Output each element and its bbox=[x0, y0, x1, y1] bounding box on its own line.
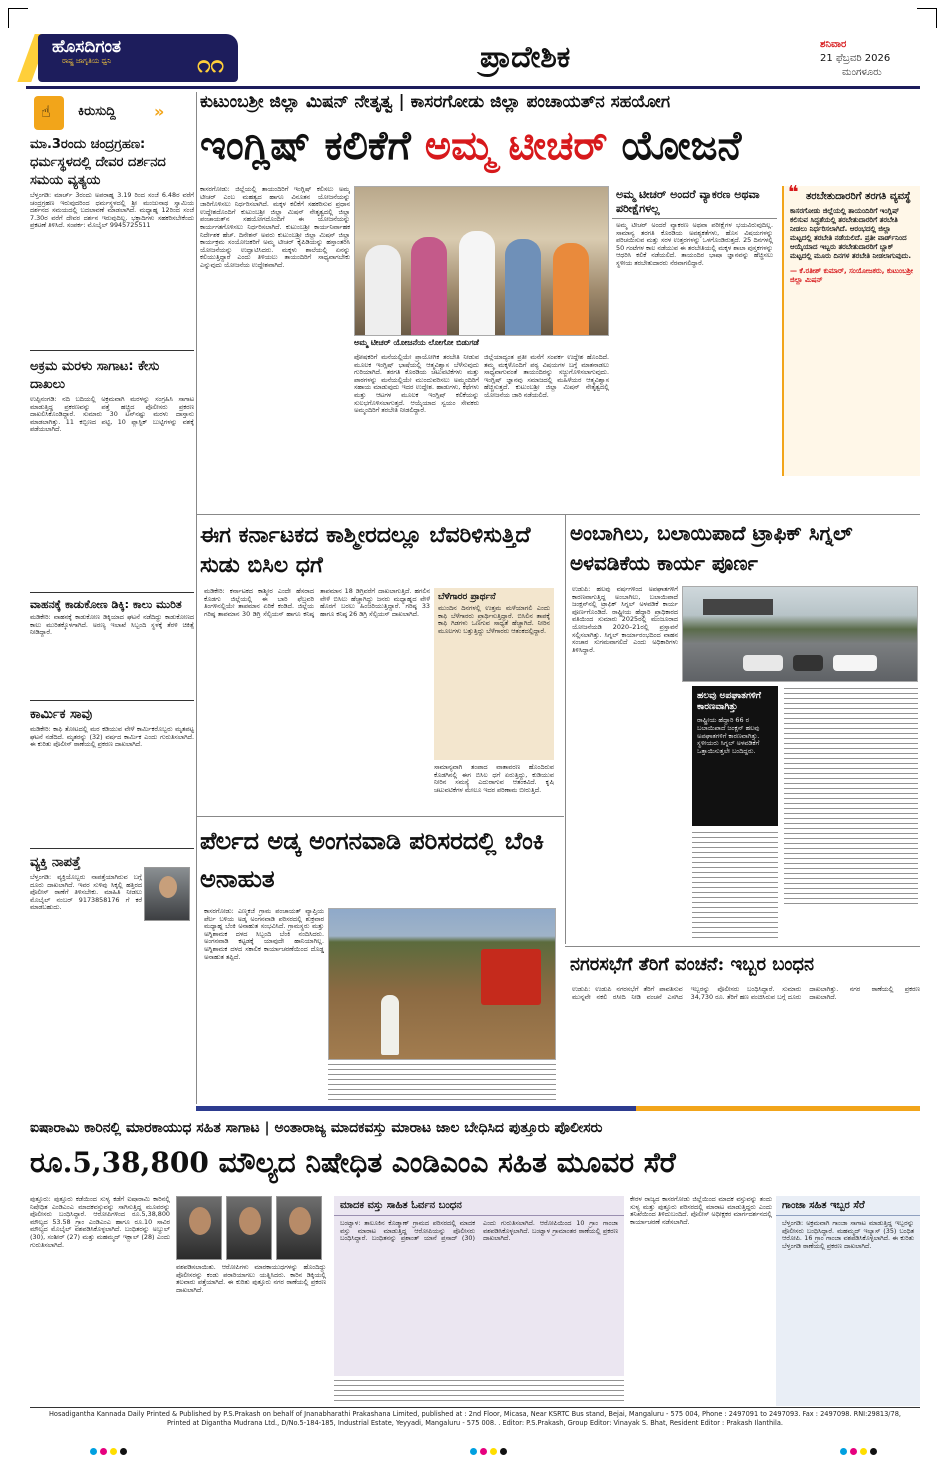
photo-figure bbox=[459, 231, 495, 335]
headline-highlight: ಅಮ್ಮ ಟೀಚರ್ bbox=[424, 122, 608, 169]
headline-part: ಇಂಗ್ಲಿಷ್ ಕಲಿಕೆಗೆ bbox=[200, 122, 411, 169]
brief-divider bbox=[30, 592, 194, 593]
accident-note-body: ರಾಷ್ಟ್ರೀಯ ಹೆದ್ದಾರಿ 66 ರ ಬಲಾಯಿಪಾದೆ ಜಂಕ್ಷನ್ ಹಲವು ಅಪಘಾತಗಳಿಗೆ ಕಾರಣವಾಗಿತ್ತು. ಸ್ಥಳೀಯರು ಸಿಗ್ನಲ್ ಅಳವಡಿಕೆಗೆ ಒತ್ತಾಯಿಸುತ್ತಲೇ ಬಂದಿದ್ದರು. bbox=[697, 716, 760, 756]
amma-teacher-sidebox bbox=[612, 186, 777, 476]
belegara-headline: ಬೆಳೆಗಾರರ ಪ್ರಾರ್ಥನೆ bbox=[438, 592, 496, 602]
quote-headline: ❝ ತರಬೇತುದಾರರಿಗೆ ತರಗತಿ ವ್ಯವಸ್ಥೆ bbox=[784, 186, 920, 207]
top-story-col-1: ಕಾಸರಗೋಡು: ಜಿಲ್ಲೆಯಲ್ಲಿ ತಾಯಂದಿರಿಗೆ ಇಂಗ್ಲಿಷ್ ಕಲಿಸಲು ಅಮ್ಮ ಟೀಚರ್ ಎಂಬ ಮಹತ್ವದ ಹಾಗೂ ವಿನೂತನ ಯೋಜನೆಯನ್ನು ಜಾರಿಗೊಳಿಸಲು ನಿರ್ಧರಿಸಲಾಗಿದೆ. ಮಕ್ಕಳ ಕಲಿಕೆಗೆ ಸಹಕರಿಸುವ ಪ್ರಧಾನ ಉದ್ದೇಶದೊಂದಿಗೆ ಕುಟುಂಬಶ್ರೀ ಜಿಲ್ಲಾ ಮಿಷನ್ ನೇತೃತ್ವದಲ್ಲಿ ಜಿಲ್ಲಾ ಪಂಚಾಯತ್‌ನ ಸಹಯೋಗದೊಂದಿಗೆ ಈ ಯೋಜನೆಯನ್ನು ಕಾರ್ಯಗತಗೊಳಿಸಲು ನಿರ್ಧರಿಸಲಾಗಿದೆ. ಕುಟುಂಬಶ್ರೀ ಕಾರ್ಯನಿರ್ವಾಹಕ ನಿರ್ದೇಶಕ ಹೆಚ್. ದಿನೇಶನ್ ಅವರು ಕುಟುಂಬಶ್ರೀ ಜಿಲ್ಲಾ ಮಿಷನ್ ಜಿಲ್ಲಾ ಕಾರ್ಯಕ್ರಮ ಸಂಯೋಜಕರಿಗೆ ಅಮ್ಮ ಟೀಚರ್ ಕೈಪಿಡಿಯನ್ನು ಹಸ್ತಾಂತರಿಸಿ ಯೋಜನೆಯನ್ನು ಉದ್ಘಾಟಿಸಿದರು. ಮಕ್ಕಳು ಶಾಲೆಯಲ್ಲಿ ಏನನ್ನು ಕಲಿಯುತ್ತಿದ್ದಾರೆ ಎಂದು ತಿಳಿಯಲು ತಾಯಂದಿರಿಗೆ ಸಾಧ್ಯವಾಗಬೇಕು ಎನ್ನುವುದು ಯೋಜನೆಯ ಉದ್ದೇಶವಾಗಿದೆ. bbox=[200, 186, 350, 269]
brief-headline: ಅಕ್ರಮ ಮರಳು ಸಾಗಾಟ: ಕೇಸು ದಾಖಲು bbox=[30, 359, 160, 392]
ganja-box-headline: ಗಾಂಜಾ ಸಹಿತ ಇಬ್ಬರ ಸೆರೆ bbox=[776, 1196, 920, 1216]
photo-car bbox=[833, 655, 877, 671]
nagarasabhe-story-headline[interactable]: ನಗರಸಭೆಗೆ ತೆರಿಗೆ ವಂಚನೆ: ಇಬ್ಬರ ಬಂಧನ bbox=[570, 954, 815, 975]
brief-item[interactable] bbox=[30, 854, 142, 912]
signal-story-text-block bbox=[692, 832, 778, 942]
kashmir-bottom-rule bbox=[196, 816, 564, 817]
top-story-photo[interactable] bbox=[354, 186, 609, 336]
belegara-box bbox=[434, 588, 554, 760]
accident-note-box bbox=[692, 686, 778, 826]
registration-dots-center bbox=[470, 1440, 530, 1450]
page-number: ೧೧ bbox=[197, 49, 224, 78]
signal-gantry bbox=[703, 599, 773, 615]
chevron-right-icon: » bbox=[154, 102, 165, 121]
quote-box bbox=[782, 186, 920, 476]
signal-story-headline[interactable]: ಅಂಬಾಗಿಲು, ಬಲಾಯಿಪಾದೆ ಟ್ರಾಫಿಕ್ ಸಿಗ್ನಲ್ ಅಳವಡಿಕೆಯ ಕಾರ್ಯ ಪೂರ್ಣ bbox=[570, 521, 853, 575]
photo-figure bbox=[411, 237, 447, 335]
brief-item[interactable] bbox=[30, 706, 194, 749]
paper-name: ಹೊಸದಿಗಂತ bbox=[52, 37, 122, 57]
issue-day: ಶನಿವಾರ bbox=[820, 39, 847, 50]
registration-dots-right bbox=[840, 1440, 900, 1450]
kirusuddi-header bbox=[34, 96, 184, 130]
brief-item[interactable] bbox=[30, 358, 194, 434]
registration-dots-left bbox=[90, 1440, 150, 1450]
photo-person bbox=[381, 995, 399, 1055]
photo-figure bbox=[553, 243, 589, 335]
photo-car bbox=[743, 655, 783, 671]
footer-rule bbox=[30, 1407, 920, 1408]
photo-figure bbox=[505, 239, 541, 335]
imprint-line-2: Printed at Digantha Mudrana Ltd., D/No.5-184-185, Industrial Estate, Yeyyadi, Mangaluru - 575 008. . Editor: P.S.Prakash, Group Editor: Vinayak S. Bhat, Resident Editor : Prakash Ilanthila. bbox=[167, 1419, 783, 1427]
top-story-headline[interactable] bbox=[200, 122, 920, 180]
fire-truck bbox=[481, 949, 541, 1005]
brief-body: ಬೆಳ್ತಂಗಡಿ: ವ್ಯಕ್ತಿಯೊಬ್ಬರು ನಾಪತ್ತೆಯಾಗಿರುವ ಬಗ್ಗೆ ದೂರು ದಾಖಲಾಗಿದೆ. ಇವರ ಸುಳಿವು ಸಿಕ್ಕಲ್ಲಿ ಹತ್ತಿರದ ಪೊಲೀಸ್ ಠಾಣೆಗೆ ತಿಳಿಸಬೇಕು. ಮಾಹಿತಿ ನೀಡಲು ಮೊಬೈಲ್ ನಂಬರ್ 9173858176 ಗೆ ಕರೆ ಮಾಡಬಹುದು. bbox=[30, 873, 142, 912]
bottom-story-text-block bbox=[334, 1380, 624, 1404]
anganwadi-story-headline[interactable]: ಪೆರ್ಲದ ಅಡ್ಕ ಅಂಗನವಾಡಿ ಪರಿಸರದಲ್ಲಿ ಬೆಂಕಿ ಅನಾಹುತ bbox=[200, 826, 545, 893]
signal-story-text-block bbox=[784, 688, 918, 908]
sidebox-body: ಅಮ್ಮ ಟೀಚರ್ ಅಂದರೆ ವ್ಯಾಕರಣ ಅಥವಾ ಪರೀಕ್ಷೆಗಳ ಭಯವಿರುವುದಿಲ್ಲ. ಸಾಮಾನ್ಯ ತರಗತಿ ಕೊಠಡಿಯ ಅವಶ್ಯಕತೆಗಳು, ಹೊಸ ವಿಷಯಗಳನ್ನು ಪರಿಚಯಿಸುವ ಮತ್ತು ಸರಳ ಉತ್ತರಗಳನ್ನು ಒಳಗೊಂಡಿರುತ್ತದೆ. 25 ದಿನಗಳಲ್ಲಿ 50 ಗಂಟೆಗಳ ಕಾಲ ನಡೆಯುವ ಈ ತರಬೇತಿಯಲ್ಲಿ ಮಕ್ಕಳ ಶಾಲಾ ಪುಸ್ತಕಗಳನ್ನು ಆಧರಿಸಿ ಕಲಿಕೆ ನಡೆಯಲಿದೆ. ತಾಯಂದಿರ ಭಾಷಾ ಜ್ಞಾನವನ್ನು ಹೆಚ್ಚಿಸಲು ಸ್ಥಳೀಯ ತರಬೇತುದಾರರು ನೆರವಾಗಲಿದ್ದಾರೆ. bbox=[616, 221, 773, 267]
accused-photo bbox=[226, 1196, 272, 1260]
madaka-arrest-box bbox=[334, 1196, 624, 1376]
brief-divider bbox=[30, 848, 194, 849]
pointing-hand-icon bbox=[34, 96, 64, 130]
paper-logo[interactable] bbox=[38, 34, 238, 82]
accused-photo bbox=[176, 1196, 222, 1260]
brief-headline: ಮಾ.3ರಂದು ಚಂದ್ರಗ್ರಹಣ: ಧರ್ಮಸ್ಥಳದಲ್ಲಿ ದೇವರ ದರ್ಶನದ ಸಮಯ ವ್ಯತ್ಯಯ bbox=[30, 137, 166, 188]
brief-headline: ವ್ಯಕ್ತಿ ನಾಪತ್ತೆ bbox=[30, 855, 81, 870]
road-junction-photo[interactable] bbox=[682, 586, 918, 682]
imprint-footer bbox=[30, 1410, 920, 1428]
headline-part: ಯೋಜನೆ bbox=[621, 122, 742, 169]
signal-bottom-rule bbox=[565, 946, 920, 947]
brief-headline: ಕಾರ್ಮಿಕ ಸಾವು bbox=[30, 707, 93, 722]
section-divider-bar bbox=[196, 1106, 920, 1111]
madaka-box-headline: ಮಾದಕ ವಸ್ತು ಸಾಹಿತ ಓರ್ವನ ಬಂಧನ bbox=[334, 1196, 624, 1216]
date-block bbox=[820, 38, 920, 80]
issue-city: ಮಂಗಳೂರು bbox=[842, 67, 882, 78]
nagarasabhe-story-body: ಉಡುಪಿ: ಉಡುಪಿ ನಗರಸಭೆಗೆ ತೆರಿಗೆ ಪಾವತಿಸುವ ಮುನ್ನವೇ ನಕಲಿ ರಸೀದಿ ನೀಡಿ ವಂಚನೆ ಎಸಗಿದ ಇಬ್ಬರನ್ನು ಪೊಲೀಸರು ಬಂಧಿಸಿದ್ದಾರೆ. ಸುಮಾರು 34,730 ರೂ. ತೆರಿಗೆ ಹಣ ವಂಚಿಸಿರುವ ಬಗ್ಗೆ ದೂರು ದಾಖಲಾಗಿತ್ತು. ನಗರ ಠಾಣೆಯಲ್ಲಿ ಪ್ರಕರಣ ದಾಖಲಾಗಿದೆ. bbox=[572, 986, 920, 1001]
divider-orange bbox=[636, 1106, 920, 1111]
masthead-rule bbox=[26, 86, 920, 89]
brief-body: ಮಡಿಕೇರಿ: ಕಾಫಿ ತೋಟದಲ್ಲಿ ಮರ ಕಡಿಯುವ ವೇಳೆ ಕಾರ್ಮಿಕರೊಬ್ಬರು ಮೃತಪಟ್ಟ ಘಟನೆ ನಡೆದಿದೆ. ಮೃತರನ್ನು (32) ವರ್ಷದ ಕಾರ್ಮಿಕ ಎಂದು ಗುರುತಿಸಲಾಗಿದೆ. ಈ ಕುರಿತು ಪೊಲೀಸ್ ಠಾಣೆಯಲ್ಲಿ ಪ್ರಕರಣ ದಾಖಲಾಗಿದೆ. bbox=[30, 725, 194, 749]
bottom-story-col-2: ವಶಪಡಿಸಲಾಯಿತು. ಆರೋಪಿಗಳು ಮಾರಕಾಯುಧಗಳನ್ನು ಹೊಂದಿದ್ದು ಪೊಲೀಸರನ್ನು ಕಂಡು ಪರಾರಿಯಾಗಲು ಯತ್ನಿಸಿದರು. ಕಾರಿನ ಡಿಕ್ಕಿಯಲ್ಲಿ ತಲವಾರು ಪತ್ತೆಯಾಗಿದೆ. ಈ ಕುರಿತು ಪುತ್ತೂರು ನಗರ ಠಾಣೆಯಲ್ಲಿ ಪ್ರಕರಣ ದಾಖಲಾಗಿದೆ. bbox=[176, 1264, 326, 1294]
kashmir-story-headline[interactable]: ಈಗ ಕರ್ನಾಟಕದ ಕಾಶ್ಮೀರದಲ್ಲೂ ಬೆವರಿಳಿಸುತ್ತಿದೆ ಸುಡು ಬಿಸಿಲ ಧಗೆ bbox=[200, 522, 531, 578]
accused-photo bbox=[276, 1196, 322, 1260]
section-title: ಪ್ರಾದೇಶಿಕ bbox=[480, 40, 571, 75]
photo-figure bbox=[365, 245, 401, 335]
quote-body: ಕಾಸರಗೋಡು ಜಿಲ್ಲೆಯಲ್ಲಿ ತಾಯಂದಿರಿಗೆ ಇಂಗ್ಲಿಷ್ ಕಲಿಸುವ ಸಿದ್ಧತೆಯಲ್ಲಿ ತರಬೇತುದಾರರಿಗೆ ತರಬೇತಿ ನೀಡಲು ನಿರ್ಧರಿಸಲಾಗಿದೆ. ಆರಂಭದಲ್ಲಿ ಜಿಲ್ಲಾ ಮಟ್ಟದಲ್ಲಿ ತರಬೇತಿ ನಡೆಯಲಿದೆ. ಪ್ರತೀ ವಾರ್ಡ್‌ನಿಂದ ಆಯ್ಕೆಯಾದ ಇಬ್ಬರು ತರಬೇತುದಾರರಿಗೆ ಬ್ಲಾಕ್ ಮಟ್ಟದಲ್ಲಿ ಮೂರು ದಿನಗಳ ತರಬೇತಿ ನೀಡಲಾಗುವುದು. bbox=[790, 207, 912, 260]
missing-person-photo bbox=[144, 867, 190, 921]
sidebox-headline: ಅಮ್ಮ ಟೀಚರ್ ಅಂದರೆ ವ್ಯಾಕರಣ ಅಥವಾ ಪರೀಕ್ಷೆಗಳಲ್ಲ bbox=[612, 186, 777, 219]
kirusuddi-label: ಕಿರುಸುದ್ದಿ bbox=[70, 102, 138, 124]
accident-note-headline: ಹಲವು ಅಪಘಾತಗಳಿಗೆ ಕಾರಣವಾಗಿತ್ತು bbox=[697, 691, 761, 712]
accused-photos bbox=[176, 1196, 324, 1260]
kashmir-story-body-2: ಸಾಮಾನ್ಯವಾಗಿ ತಂಪಾದ ವಾತಾವರಣ ಹೊಂದಿರುವ ಕೊಡಗಿನಲ್ಲಿ ಈಗ ಬಿಸಿಲ ಧಗೆ ಏರುತ್ತಿದ್ದು, ಕುಡಿಯುವ ನೀರಿನ ಸಮಸ್ಯೆ ಎದುರಾಗುವ ಆತಂಕವಿದೆ. ಕೃಷಿ ಚಟುವಟಿಕೆಗಳ ಮೇಲೂ ಇದರ ಪರಿಣಾಮ ಬೀರುತ್ತಿದೆ. bbox=[434, 764, 554, 794]
signal-story-body: ಉಡುಪಿ: ಹಲವು ವರ್ಷಗಳಿಂದ ಅಪಘಾತಗಳಿಗೆ ಕಾರಣವಾಗುತ್ತಿದ್ದ ಅಂಬಾಗಿಲು, ಬಲಾಯಿಪಾದೆ ಜಂಕ್ಷನ್‌ನಲ್ಲಿ ಟ್ರಾಫಿಕ್ ಸಿಗ್ನಲ್ ಅಳವಡಿಕೆ ಕಾರ್ಯ ಪೂರ್ಣಗೊಂಡಿದೆ. ರಾಷ್ಟ್ರೀಯ ಹೆದ್ದಾರಿ ಪ್ರಾಧಿಕಾರದ ವತಿಯಿಂದ ಸುಮಾರು 2025ರಲ್ಲಿ ಮಂಜೂರಾದ ಯೋಜನೆಯಡಿ 2020–21ರಲ್ಲಿ ಪ್ರಸ್ತಾವನೆ ಸಲ್ಲಿಸಲಾಗಿತ್ತು. ಸಿಗ್ನಲ್ ಕಾರ್ಯಾರಂಭದಿಂದ ವಾಹನ ಸಂಚಾರ ಸುಗಮವಾಗಲಿದೆ ಎಂದು ಅಧಿಕಾರಿಗಳು ತಿಳಿಸಿದ್ದಾರೆ. bbox=[572, 586, 678, 654]
bottom-story-kicker: ಐಷಾರಾಮಿ ಕಾರಿನಲ್ಲಿ ಮಾರಕಾಯುಧ ಸಹಿತ ಸಾಗಾಟ | ಅಂತಾರಾಜ್ಯ ಮಾದಕವಸ್ತು ಮಾರಾಟ ಜಾಲ ಬೇಧಿಸಿದ ಪುತ್ತೂರು ಪೊಲೀಸರು bbox=[30, 1120, 603, 1136]
madaka-box-body: ಬಂಟ್ವಾಳ: ತಾಲೂಕಿನ ಕೊಡ್ಮಾಣ್ ಗ್ರಾಮದ ಪರಿಸರದಲ್ಲಿ ಮಾದಕ ವಸ್ತು ಮಾರಾಟ ಮಾಡುತ್ತಿದ್ದ ಆರೋಪಿಯನ್ನು ಪೊಲೀಸರು ಬಂಧಿಸಿದ್ದಾರೆ. ಬಂಧಿತನನ್ನು ಪ್ರಶಾಂತ್ ಯಾನೆ ಪ್ರಸಾದ್ (30) ಎಂದು ಗುರುತಿಸಲಾಗಿದೆ. ಆರೋಪಿಯಿಂದ 10 ಗ್ರಾಂ ಗಾಂಜಾ ವಶಪಡಿಸಿಕೊಳ್ಳಲಾಗಿದೆ. ಬಂಟ್ವಾಳ ಗ್ರಾಮಾಂತರ ಠಾಣೆಯಲ್ಲಿ ಪ್ರಕರಣ ದಾಖಲಾಗಿದೆ. bbox=[340, 1219, 618, 1243]
brief-body: ಬೆಳ್ತಂಗಡಿ: ಮಾರ್ಚ್ 3ರಂದು ಅಪರಾಹ್ನ 3.19 ರಿಂದ ಸಂಜೆ 6.48ರ ವರೆಗೆ ಚಂದ್ರಗ್ರಹಣ ಇರುವುದರಿಂದ ಧರ್ಮಸ್ಥಳದಲ್ಲಿ ಶ್ರೀ ಮಂಜುನಾಥ ಸ್ವಾಮಿಯ ದರ್ಶನದ ಸಮಯದಲ್ಲಿ ಬದಲಾವಣೆ ಮಾಡಲಾಗಿದೆ. ಮಧ್ಯಾಹ್ನ 12ರಿಂದ ಸಂಜೆ 7.30ರ ವರೆಗೆ ದೇವರ ದರ್ಶನ ಇರುವುದಿಲ್ಲ. ಭಕ್ತಾದಿಗಳು ಸಹಕರಿಸಬೇಕೆಂದು ಪ್ರಕಟಣೆ ತಿಳಿಸಿದೆ. ಸಂಪರ್ಕ: ಮೊಬೈಲ್ 9945725511 bbox=[30, 191, 194, 230]
sidebar-divider bbox=[196, 92, 197, 1104]
top-story-col-2: ಪೋಷಕರಿಗೆ ಮನೆಯಲ್ಲಿಯೇ ಪ್ರಾಯೋಗಿಕ ತರಬೇತಿ ನೀಡುವ ಮೂಲಕ ಇಂಗ್ಲಿಷ್ ಭಾಷೆಯಲ್ಲಿ ಆತ್ಮವಿಶ್ವಾಸ ಬೆಳೆಸುವುದು ಗುರಿಯಾಗಿದೆ. ತರಗತಿ ಕೊಠಡಿಯ ಚಟುವಟಿಕೆಗಳು ಮತ್ತು ಪಾಠಗಳನ್ನು ಮನೆಯಲ್ಲಿಯೇ ಮುಂದುವರಿಸಲು ಅಮ್ಮಂದಿರಿಗೆ ಸಹಾಯ ಮಾಡುವುದು ಇದರ ಉದ್ದೇಶ. ಹಾಡುಗಳು, ಕಥೆಗಳು ಮತ್ತು ಆಟಗಳ ಮೂಲಕ ಇಂಗ್ಲಿಷ್ ಕಲಿಕೆಯನ್ನು ಸುಲಭಗೊಳಿಸಲಾಗುತ್ತದೆ. ಆಯ್ಕೆಯಾದ ಸ್ವಯಂ ಸೇವಕರು ಅಮ್ಮಂದಿರಿಗೆ ತರಬೇತಿ ನೀಡಲಿದ್ದಾರೆ. bbox=[354, 354, 479, 415]
brief-divider bbox=[30, 350, 194, 351]
photo-car bbox=[793, 655, 823, 671]
brief-item[interactable] bbox=[30, 598, 194, 637]
bottom-story-col-1: ಪುತ್ತೂರು: ಪುತ್ತೂರು ಕಡೆಯಿಂದ ಸುಳ್ಯ ಕಡೆಗೆ ಐಷಾರಾಮಿ ಕಾರಿನಲ್ಲಿ ನಿಷೇಧಿತ ಎಂಡಿಎಂಎ ಮಾದಕವಸ್ತುವನ್ನು ಸಾಗಿಸುತ್ತಿದ್ದ ಮೂವರನ್ನು ಪೊಲೀಸರು ಬಂಧಿಸಿದ್ದಾರೆ. ಆರೋಪಿಗಳಿಂದ ರೂ.5,38,800 ಮೌಲ್ಯದ 53.58 ಗ್ರಾಂ ಎಂಡಿಎಂಎ ಹಾಗೂ ರೂ.10 ಸಾವಿರ ಮೌಲ್ಯದ ಮೊಬೈಲ್ ವಶಪಡಿಸಿಕೊಳ್ಳಲಾಗಿದೆ. ಬಂಧಿತರನ್ನು ಅಬ್ದುಲ್ (30), ಸಂಶೀರ್ (27) ಮತ್ತು ಮಹಮ್ಮದ್ ಇಕ್ಬಾಲ್ (28) ಎಂದು ಗುರುತಿಸಲಾಗಿದೆ. bbox=[30, 1196, 170, 1249]
bottom-story-headline[interactable]: ರೂ.5,38,800 ಮೌಲ್ಯದ ನಿಷೇಧಿತ ಎಂಡಿಎಂಎ ಸಹಿತ ಮೂವರ ಸೆರೆ bbox=[30, 1146, 676, 1179]
ganja-box-body: ಬೆಳ್ತಂಗಡಿ: ಅಕ್ರಮವಾಗಿ ಗಾಂಜಾ ಸಾಗಾಟ ಮಾಡುತ್ತಿದ್ದ ಇಬ್ಬರನ್ನು ಪೊಲೀಸರು ಬಂಧಿಸಿದ್ದಾರೆ. ಮಹಮ್ಮದ್ ಇಲ್ಯಾಸ್ (35) ಬಂಧಿತ ಆರೋಪಿ. 16 ಗ್ರಾಂ ಗಾಂಜಾ ವಶಪಡಿಸಿಕೊಳ್ಳಲಾಗಿದೆ. ಈ ಕುರಿತು ಬೆಳ್ತಂಗಡಿ ಠಾಣೆಯಲ್ಲಿ ಪ್ರಕರಣ ದಾಖಲಾಗಿದೆ. bbox=[782, 1219, 914, 1250]
brief-body: ಮಡಿಕೇರಿ: ವಾಹನಕ್ಕೆ ಕಾಡುಕೋಣ ಡಿಕ್ಕಿಯಾದ ಘಟನೆ ನಡೆದಿದ್ದು ಕಾಡುಕೋಣದ ಕಾಲು ಮುರಿತಕ್ಕೊಳಗಾಗಿದೆ. ಅರಣ್ಯ ಇಲಾಖೆ ಸಿಬ್ಬಂದಿ ಸ್ಥಳಕ್ಕೆ ತೆರಳಿ ಚಿಕಿತ್ಸೆ ನೀಡಿದ್ದಾರೆ. bbox=[30, 613, 194, 637]
quote-signature: — ಕೆ.ರತೀಶ್ ಕುಮಾರ್, ಸಂಯೋಜಕರು, ಕುಟುಂಬಶ್ರೀ ಜಿಲ್ಲಾ ಮಿಷನ್ bbox=[790, 267, 914, 284]
brief-headline: ವಾಹನಕ್ಕೆ ಕಾಡುಕೋಣ ಡಿಕ್ಕಿ: ಕಾಲು ಮುರಿತ bbox=[30, 598, 182, 611]
mid-column-divider bbox=[565, 514, 566, 944]
bottom-story-col-3: ಕೇರಳ ರಾಜ್ಯದ ಕಾಸರಗೋಡು ಜಿಲ್ಲೆಯಿಂದ ಮಾದಕ ವಸ್ತುವನ್ನು ತಂದು ಸುಳ್ಯ ಮತ್ತು ಪುತ್ತೂರು ಪರಿಸರದಲ್ಲಿ ಮಾರಾಟ ಮಾಡುತ್ತಿದ್ದರು ಎಂದು ತನಿಖೆಯಿಂದ ತಿಳಿದುಬಂದಿದೆ. ಪೊಲೀಸ್ ಅಧೀಕ್ಷಕರ ಮಾರ್ಗದರ್ಶನದಲ್ಲಿ ಕಾರ್ಯಾಚರಣೆ ನಡೆಸಲಾಗಿದೆ. bbox=[630, 1196, 772, 1226]
kirusuddi-sidebar bbox=[26, 92, 196, 1102]
kashmir-story-body: ಮಡಿಕೇರಿ: ಕರ್ನಾಟಕದ ಕಾಶ್ಮೀರ ಎಂದೇ ಹೆಸರಾದ ಕೊಡಗು ಜಿಲ್ಲೆಯಲ್ಲಿ ಈ ಬಾರಿ ಫೆಬ್ರವರಿ ತಿಂಗಳಿನಲ್ಲಿಯೇ ತಾಪಮಾನ ಏರಿಕೆ ಕಂಡಿದೆ. ಜಿಲ್ಲೆಯ ಗರಿಷ್ಠ ತಾಪಮಾನ 30 ಡಿಗ್ರಿ ಸೆಲ್ಸಿಯಸ್ ಹಾಗೂ ಕನಿಷ್ಠ ತಾಪಮಾನ 18 ಡಿಗ್ರಿವರೆಗೆ ದಾಖಲಾಗುತ್ತಿದೆ. ಹಗಲಿನ ವೇಳೆ ಬಿಸಿಲು ಹೆಚ್ಚಾಗಿದ್ದು ಜನರು ಮಧ್ಯಾಹ್ನದ ವೇಳೆ ಹೊರಗೆ ಬರಲು ಹಿಂಜರಿಯುತ್ತಿದ್ದಾರೆ. ಗರಿಷ್ಠ 33 ಹಾಗೂ ಕನಿಷ್ಠ 26 ಡಿಗ್ರಿ ಸೆಲ್ಸಿಯಸ್ ದಾಖಲಾಗಿದೆ. bbox=[204, 588, 430, 618]
anganwadi-story-text-block bbox=[328, 1064, 556, 1104]
imprint-line-1: Hosadigantha Kannada Daily Printed & Published by P.S.Prakash on behalf of Jnanabharathi Prakashana Limited, published at : 2nd Floor, Micasa, Near KSRTC Bus stand, Bejai, Mangaluru - 575 004, Phone : 2497091 to 2497093. Fax : 2497098. RNI:29813/78, bbox=[48, 1410, 902, 1418]
divider-blue bbox=[196, 1106, 636, 1111]
paper-tagline: ರಾಷ್ಟ್ರ ಜಾಗೃತಿಯ ಧ್ವನಿ bbox=[62, 57, 112, 65]
fire-scene-photo[interactable] bbox=[328, 908, 556, 1060]
top-story-col-3: ಜಿಲ್ಲೆಯಾದ್ಯಂತ ಪ್ರತೀ ಮನೆಗೆ ಸಂಪರ್ಕ ಉದ್ದೇಶ ಹೊಂದಿದೆ. ತಮ್ಮ ಮಕ್ಕಳೊಂದಿಗೆ ಪಠ್ಯ ವಿಷಯಗಳ ಬಗ್ಗೆ ಮಾತನಾಡಲು ಸಾಧ್ಯವಾಗುವಂತೆ ತಾಯಂದಿರನ್ನು ಸಜ್ಜುಗೊಳಿಸಲಾಗುವುದು. ಇಂಗ್ಲಿಷ್ ಜ್ಞಾನವು ಸಮಾಜದಲ್ಲಿ ಮಹಿಳೆಯರ ಆತ್ಮವಿಶ್ವಾಸ ಹೆಚ್ಚಿಸುತ್ತದೆ. ಕುಟುಂಬಶ್ರೀ ಜಿಲ್ಲಾ ಮಿಷನ್ ನೇತೃತ್ವದಲ್ಲಿ ಯೋಜನೆಯ ಜಾರಿ ನಡೆಯಲಿದೆ. bbox=[484, 354, 609, 399]
top-story-bottom-rule bbox=[196, 514, 920, 515]
top-photo-caption: ಅಮ್ಮ ಟೀಚರ್ ಯೋಜನೆಯ ಲೋಗೋ ಬಿಡುಗಡೆ bbox=[354, 338, 479, 347]
brief-item[interactable] bbox=[30, 136, 194, 230]
issue-date: 21 ಫೆಬ್ರವರಿ 2026 bbox=[820, 53, 891, 64]
masthead bbox=[0, 0, 945, 88]
belegara-body: ಮುಂದಿನ ದಿನಗಳಲ್ಲಿ ಉತ್ತಮ ಮಳೆಯಾಗಲಿ ಎಂದು ಕಾಫಿ ಬೆಳೆಗಾರರು ಪ್ರಾರ್ಥಿಸುತ್ತಿದ್ದಾರೆ. ಬಿಸಿಲಿನ ತಾಪಕ್ಕೆ ಕಾಫಿ ಗಿಡಗಳು ಒಣಗುವ ಸಾಧ್ಯತೆ ಹೆಚ್ಚಾಗಿದೆ. ನೀರಿನ ಮೂಲಗಳು ಬತ್ತುತ್ತಿದ್ದು ಬೆಳೆಗಾರರು ಆತಂಕದಲ್ಲಿದ್ದಾರೆ. bbox=[438, 605, 550, 635]
top-story-kicker: ಕುಟುಂಬಶ್ರೀ ಜಿಲ್ಲಾ ಮಿಷನ್ ನೇತೃತ್ವ | ಕಾಸರಗೋಡು ಜಿಲ್ಲಾ ಪಂಚಾಯತ್‌ನ ಸಹಯೋಗ bbox=[200, 92, 671, 112]
brief-body: ಉಪ್ಪಿನಂಗಡಿ: ನದಿ ಬದಿಯಲ್ಲಿ ಅಕ್ರಮವಾಗಿ ಮರಳನ್ನು ಸಂಗ್ರಹಿಸಿ ಸಾಗಾಟ ಮಾಡುತ್ತಿದ್ದ ಪ್ರಕರಣವನ್ನು ಪತ್ತೆ ಹಚ್ಚಿದ ಪೊಲೀಸರು ಪ್ರಕರಣ ದಾಖಲಿಸಿಕೊಂಡಿದ್ದಾರೆ. ಸುಮಾರು 30 ಟನ್‌ನಷ್ಟು ಮರಳು ದಾಸ್ತಾನು ಮಾಡಲಾಗಿತ್ತು. 11 ಕಬ್ಬಿಣದ ಪಟ್ಟಿ, 10 ಪ್ಲಾಸ್ಟಿಕ್ ಬುಟ್ಟಿಗಳನ್ನು ವಶಕ್ಕೆ ಪಡೆಯಲಾಗಿದೆ. bbox=[30, 395, 194, 434]
brief-divider bbox=[30, 700, 194, 701]
anganwadi-story-body: ಕಾಸರಗೋಡು: ಎಣ್ಮಕಜೆ ಗ್ರಾಮ ಪಂಚಾಯತ್ ವ್ಯಾಪ್ತಿಯ ಪೆರ್ಲ ಬಳಿಯ ಅಡ್ಕ ಅಂಗನವಾಡಿ ಪರಿಸರದಲ್ಲಿ ಶುಕ್ರವಾರ ಮಧ್ಯಾಹ್ನ ಬೆಂಕಿ ಅನಾಹುತ ಸಂಭವಿಸಿದೆ. ಗ್ರಾಮಸ್ಥರು ಮತ್ತು ಅಗ್ನಿಶಾಮಕ ದಳದ ಸಿಬ್ಬಂದಿ ಬೆಂಕಿ ನಂದಿಸಿದರು. ಅಂಗನವಾಡಿ ಕಟ್ಟಡಕ್ಕೆ ಯಾವುದೇ ಹಾನಿಯಾಗಿಲ್ಲ. ಅಗ್ನಿಶಾಮಕ ದಳದ ಸಕಾಲಿಕ ಕಾರ್ಯಾಚರಣೆಯಿಂದ ದೊಡ್ಡ ಅನಾಹುತ ತಪ್ಪಿದೆ. bbox=[204, 908, 324, 961]
ganja-arrest-box bbox=[776, 1196, 920, 1406]
